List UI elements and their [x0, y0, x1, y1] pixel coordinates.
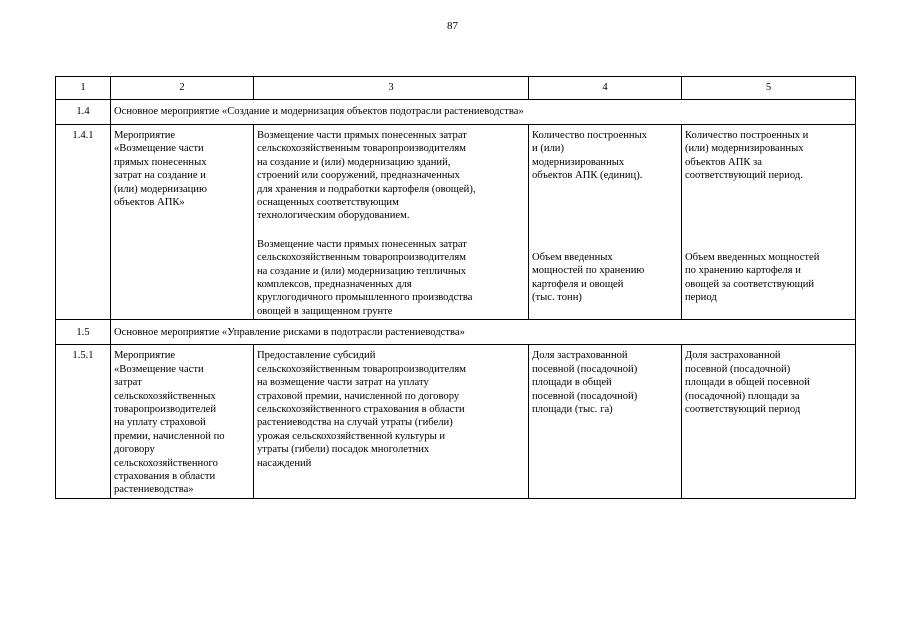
result-text: Доля застрахованной посевной (посадочной) площади в общей посевной (посадочной) площади за соответствующий период	[685, 350, 810, 415]
direction-text: Предоставление субсидий сельскохозяйственным товаропроизводителям на возмещение части затрат на уплату страховой премии, начисленной по договору сельскохозяйственного страхования в области растениеводства на случай утраты (гибели) урожая сельскохозяйственной культуры и утраты (гибели) посадок многолетних насаждений	[257, 350, 466, 469]
indicator-text: Доля застрахованной посевной (посадочной) площади в общей посевной (посадочной) площади (тыс. га)	[532, 350, 638, 415]
row-number: 1.4.1	[56, 125, 111, 320]
section-title: Основное мероприятие «Управление рисками в подотрасли растениеводства»	[111, 320, 856, 345]
event-cell	[111, 125, 254, 320]
direction-text: Возмещение части прямых понесенных затрат сельскохозяйственным товаропроизводителям на создание и (или) модернизацию зданий, строений или сооружений, предназначенных для хранения и подработки картофеля (овощей), оснащенных соответствующим технологическим оборудованием.	[257, 130, 476, 222]
directions-cell	[254, 125, 529, 320]
header-cell-3: 3	[254, 77, 529, 100]
table-header-row	[56, 77, 856, 100]
result-text: Объем введенных мощностей по хранению картофеля и овощей за соответствующий период	[685, 252, 820, 304]
indicator-text: Объем введенных мощностей по хранению картофеля и овощей (тыс. тонн)	[532, 252, 645, 304]
header-cell-5: 5	[682, 77, 856, 100]
header-cell-1: 1	[56, 77, 111, 100]
result-text: Количество построенных и (или) модернизированных объектов АПК за соответствующий период.	[685, 130, 809, 182]
results-cell	[682, 345, 856, 498]
section-row-1-4	[56, 100, 856, 125]
event-text: Мероприятие «Возмещение части прямых понесенных затрат на создание и (или) модернизацию объектов АПК»	[114, 130, 207, 209]
row-number: 1.5.1	[56, 345, 111, 498]
page-number: 87	[447, 20, 458, 32]
table-row-1-5-1	[56, 345, 856, 498]
event-text: Мероприятие «Возмещение части затрат сельскохозяйственных товаропроизводителей на уплату страховой премии, начисленной по договору сельскохозяйственного страхования в области растениеводства»	[114, 350, 225, 496]
directions-cell	[254, 345, 529, 498]
header-cell-2: 2	[111, 77, 254, 100]
table-row-1-4-1	[56, 125, 856, 320]
indicators-cell	[529, 345, 682, 498]
measures-table	[55, 76, 856, 499]
header-cell-4: 4	[529, 77, 682, 100]
indicators-cell	[529, 125, 682, 320]
indicator-text: Количество построенных и (или) модернизированных объектов АПК (единиц).	[532, 130, 648, 182]
event-cell	[111, 345, 254, 498]
section-title: Основное мероприятие «Создание и модернизация объектов подотрасли растениеводства»	[111, 100, 856, 125]
section-row-1-5	[56, 320, 856, 345]
section-number: 1.4	[56, 100, 111, 125]
direction-text: Возмещение части прямых понесенных затрат сельскохозяйственным товаропроизводителям на создание и (или) модернизацию тепличных комплексов, предназначенных для круглогодичного промышленного производства овощей в защищенном грунте	[257, 238, 473, 317]
section-number: 1.5	[56, 320, 111, 345]
results-cell	[682, 125, 856, 320]
